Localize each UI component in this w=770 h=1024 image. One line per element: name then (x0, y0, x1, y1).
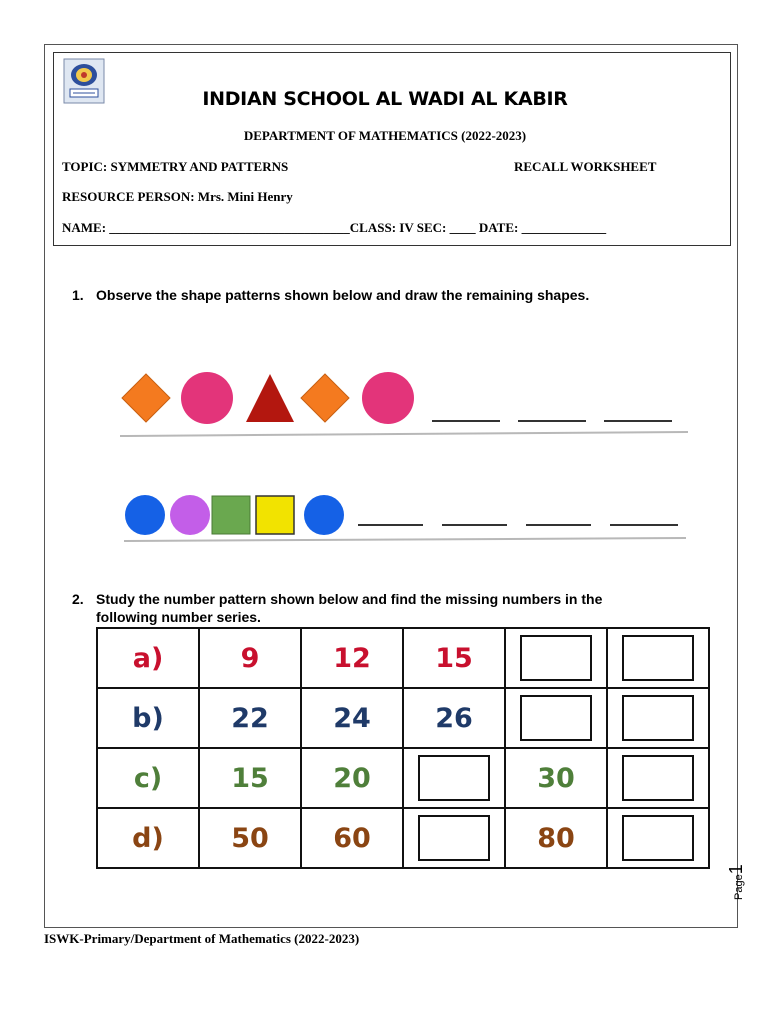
yellow-square-shape (256, 496, 294, 534)
answer-box[interactable] (622, 695, 694, 741)
violet-circle-shape (170, 495, 210, 535)
blue-circle-shape (304, 495, 344, 535)
school-name: INDIAN SCHOOL AL WADI AL KABIR (202, 88, 568, 110)
name-class-date-line: NAME: _____________________________________CLASS: IV SEC: ____ DATE: _____________ (62, 220, 607, 235)
table-row (97, 688, 709, 748)
series-d-value: 50 (199, 808, 301, 868)
answer-cell (505, 628, 607, 688)
row-1-baseline (120, 432, 688, 436)
series-c-value: 30 (505, 748, 607, 808)
answer-cell (505, 688, 607, 748)
question-2-text-line1: Study the number pattern shown below and find the missing numbers in the (96, 591, 603, 607)
footer-text: ISWK-Primary/Department of Mathematics (2022-2023) (44, 931, 360, 946)
page-word: Page (733, 874, 745, 900)
answer-cell (607, 628, 709, 688)
worksheet-type: RECALL WORKSHEET (514, 159, 657, 174)
question-1-text: Observe the shape patterns shown below and draw the remaining shapes. (96, 287, 590, 303)
pink-circle-shape (181, 372, 233, 424)
orange-diamond-shape (301, 374, 349, 422)
answer-box[interactable] (418, 755, 490, 801)
answer-cell (403, 808, 505, 868)
row-2-baseline (124, 538, 686, 541)
green-square-shape (212, 496, 250, 534)
department-title: DEPARTMENT OF MATHEMATICS (2022-2023) (243, 128, 527, 143)
answer-box[interactable] (622, 815, 694, 861)
series-d-value: 60 (301, 808, 403, 868)
topic-line: TOPIC: SYMMETRY AND PATTERNS (62, 159, 289, 174)
question-2-number: 2. (72, 591, 84, 607)
answer-cell (607, 688, 709, 748)
answer-box[interactable] (622, 635, 694, 681)
series-b-value: 24 (301, 688, 403, 748)
series-c-label: c) (97, 748, 199, 808)
red-triangle-shape (246, 374, 294, 422)
answer-cell (607, 748, 709, 808)
table-row (97, 748, 709, 808)
answer-cell (403, 748, 505, 808)
question-1 (72, 287, 589, 303)
series-c-value: 20 (301, 748, 403, 808)
series-a-label: a) (97, 628, 199, 688)
question-2 (72, 591, 602, 607)
answer-box[interactable] (622, 755, 694, 801)
answer-box[interactable] (520, 635, 592, 681)
series-d-value: 80 (505, 808, 607, 868)
pink-circle-shape (362, 372, 414, 424)
question-1-number: 1. (72, 287, 84, 303)
page-number: 1 (726, 864, 746, 875)
shape-patterns (110, 360, 700, 550)
series-a-value: 15 (403, 628, 505, 688)
series-b-value: 26 (403, 688, 505, 748)
resource-person: RESOURCE PERSON: Mrs. Mini Henry (62, 189, 293, 204)
series-a-value: 9 (199, 628, 301, 688)
page-number-label (726, 864, 747, 900)
number-pattern-table (96, 627, 710, 869)
series-b-label: b) (97, 688, 199, 748)
answer-box[interactable] (520, 695, 592, 741)
blue-circle-shape (125, 495, 165, 535)
header-box (53, 52, 731, 246)
series-a-value: 12 (301, 628, 403, 688)
question-2-text-line2: following number series. (96, 609, 261, 625)
series-b-value: 22 (199, 688, 301, 748)
orange-diamond-shape (122, 374, 170, 422)
series-d-label: d) (97, 808, 199, 868)
series-c-value: 15 (199, 748, 301, 808)
table-row (97, 808, 709, 868)
table-row (97, 628, 709, 688)
answer-cell (607, 808, 709, 868)
answer-box[interactable] (418, 815, 490, 861)
